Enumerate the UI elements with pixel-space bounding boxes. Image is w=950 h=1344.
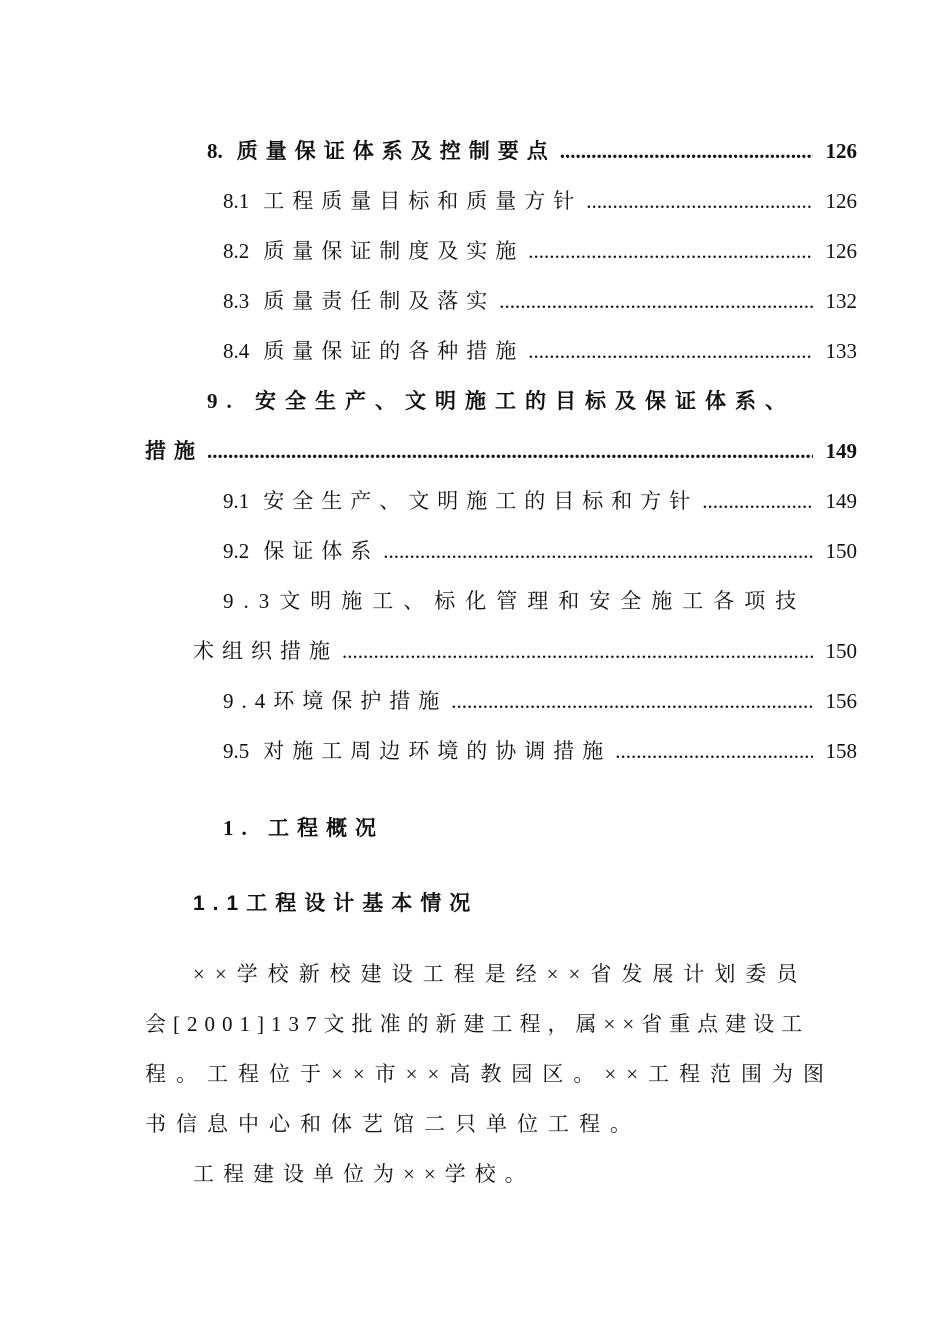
toc-page-number: 126 [825,239,857,263]
paragraph-line: 程。工程位于××市××高教园区。××工程范围为图 [145,1062,835,1086]
toc-leader-dots [383,536,813,566]
toc-number: 8.4 [223,339,250,363]
toc-title: 安全生产、文明施工的目标和方针 [263,489,699,513]
toc-page-number: 150 [825,539,857,563]
toc-page-number: 158 [825,739,857,763]
toc-entry-9-3-line2[interactable] [193,636,857,666]
toc-number: 9.2 [223,539,250,563]
toc-number: 8.1 [223,189,250,213]
section-heading: 1. 工程概况 [223,816,384,840]
toc-leader-dots [560,136,813,166]
toc-leader-dots [451,686,813,716]
toc-leader-dots [342,636,813,666]
toc-page-number: 132 [825,289,857,313]
toc-title: 措施 [145,439,203,463]
paragraph-line: 会[2001]137文批准的新建工程，属××省重点建设工 [145,1012,810,1036]
toc-entry-9-2[interactable] [223,536,857,566]
toc-number: 8. [207,139,223,163]
toc-leader-dots [528,236,813,266]
toc-title: 工程质量目标和质量方针 [263,189,583,213]
toc-title: 质量责任制及落实 [263,289,496,313]
paragraph-line: 书信息中心和体艺馆二只单位工程。 [145,1112,641,1136]
toc-entry-9-4[interactable] [223,686,857,716]
toc-page-number: 133 [825,339,857,363]
toc-page-number: 156 [825,689,857,713]
toc-page-number: 126 [825,139,857,163]
toc-page-number: 149 [825,489,857,513]
toc-leader-dots [499,286,813,316]
toc-entry-8-2[interactable] [223,236,857,266]
toc-entry-9-line2[interactable] [145,436,857,466]
toc-leader-dots [528,336,813,366]
subsection-heading: 1.1工程设计基本情况 [193,892,479,915]
toc-leader-dots [615,736,813,766]
toc-title: 对施工周边环境的协调措施 [263,739,612,763]
toc-title: 质量保证的各种措施 [263,339,525,363]
toc-title: 质量保证制度及实施 [263,239,525,263]
toc-title: 9.4环境保护措施 [223,689,448,713]
paragraph-line: ××学校新校建设工程是经××省发展计划委员 [193,962,808,986]
toc-page-number: 149 [825,439,857,463]
toc-leader-dots [586,186,813,216]
toc-entry-9-1[interactable] [223,486,857,516]
toc-entry-9-3-line1[interactable]: 9.3文明施工、标化管理和安全施工各项技 [223,589,807,613]
toc-number: 8.2 [223,239,250,263]
toc-page-number: 150 [825,639,857,663]
toc-number: 8.3 [223,289,250,313]
toc-number: 9.1 [223,489,250,513]
toc-title: 质量保证体系及控制要点 [236,139,556,163]
toc-title: 保证体系 [263,539,380,563]
toc-entry-9-line1[interactable]: 9. 安全生产、文明施工的目标及保证体系、 [207,389,795,413]
toc-entry-8-3[interactable] [223,286,857,316]
toc-entry-8[interactable] [207,136,857,166]
toc-entry-9-5[interactable] [223,736,857,766]
toc-page-number: 126 [825,189,857,213]
toc-leader-dots [702,486,813,516]
toc-entry-8-4[interactable] [223,336,857,366]
toc-number: 9.5 [223,739,250,763]
toc-leader-dots [207,436,813,466]
toc-title: 术组织措施 [193,639,338,663]
toc-entry-8-1[interactable] [223,186,857,216]
paragraph-line: 工程建设单位为××学校。 [193,1162,535,1186]
